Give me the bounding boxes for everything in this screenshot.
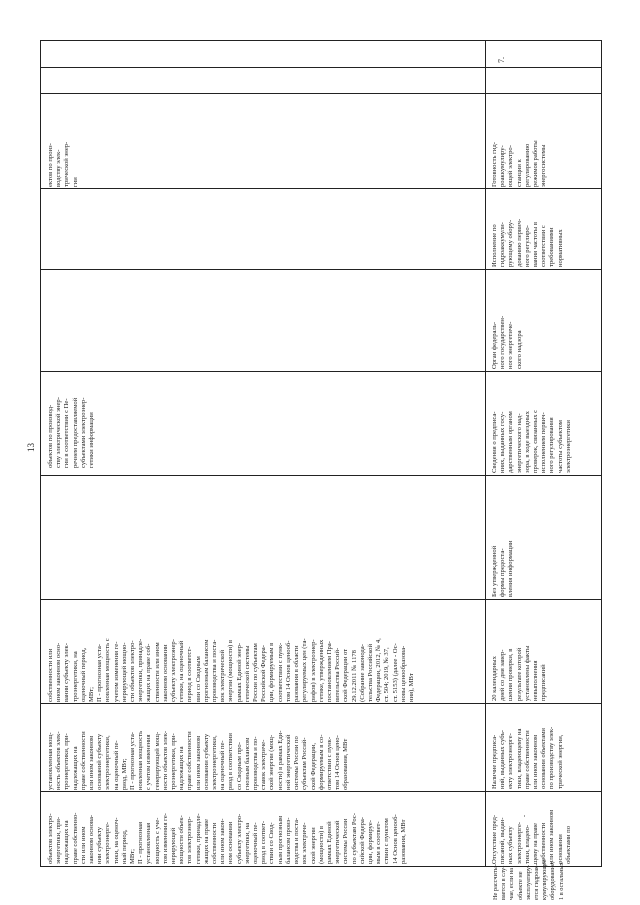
lower-cell-h: Наличие предписа- ний, выданных субъ- екту электроэнерге- тики, владеющему на праве собственности или ином законном основании объектами по производству элек- трической энергии, — [491, 726, 564, 789]
lower-cell-c: Исполнение по гидроаккумули- рующему обору- дованию первич- ного регулиро- вания частоты в соответствии с требованиями нормативных — [491, 218, 564, 267]
upper-cell-i: установленная мощ- ность объектов элек- троэнергетики, при- надлежащих на праве собственности или ином законном оснований субъекту электроэнергетики, на оценочный пе- риод, МВт; П - прогнозная уста- новленная мощность с учетом изменения генерирующей мощ- ности объектов элек- троэнергетики, при- надлежащих на праве собственности или ином законном основании субъекту электроэнергетики, на оценочный пе- риод в соответствии со Сводным про- гнозным балансом производства и по- ставок электриче- ской энергии (мощ- ности) в рамках Еди- ной энергетической системы России по субъектам Россий- ской Федерации, формируемым в со- ответствии с пунк- том 14 Основ цено- образования, МВт — [47, 730, 350, 790]
lower-cell-e: Сведения о предписа- ниях, выданных госу- дарственным органом энергетического над- зора, в ходе выездных проверок, связанных с исполнением первич- ного регулирования частоты субъектом электроэнергетики — [491, 409, 572, 473]
lower-cell-b: Готовность гид- роаккумулиру- ющей электро- станции к регулированию режимов работы энергосистемы — [491, 140, 548, 187]
lower-cell-d: Орган федераль- ного государствен- ного энергетиче- ского надзора — [491, 315, 523, 369]
row-divider — [485, 41, 486, 866]
row-number: 7. — [497, 57, 506, 63]
lower-cell-k: Не рассчиты- вается в слу- чае, если на объекте не эксплуатиру- ется гидроак- кумулирующее оборудование; 1 в остальных — [492, 859, 565, 900]
lower-cell-f: Без утвержденной формы предоста- вления информации — [491, 540, 515, 597]
page-number: 13 — [26, 443, 36, 452]
lower-cell-j: Отсутствие пред- писаний, выдан- ных субъекту электроэнерге- тики, владею- щему на праве собственности или ином законном основании объектами по — [491, 809, 572, 864]
table-sheet — [40, 40, 602, 867]
upper-cell-j: объектов электро- энергетики, при- надлежащих на праве собственно- сти или ином законном основа- нии субъекту электроэнерге- тики, на оценоч- ный период, МВт; П - прогнозная установленная мощность с уче- том изменения ге- нерирующей мощности объек- тов электроэнер- гетики, принадле- жащих на праве собственности или ином закон- ном основании субъекту электро- энергетики, на оценочный пе- риод в соответ- ствии со Свод- ным прогнозным балансом произ- водства и поста- вок электриче- ской энергии (мощности) в рамках Единой энергетической системы России по субъектам Рос- сийской Федера- ции, формируе- мым в соответ- ствии с пунктом 14 Основ ценооб- разования, МВт — [47, 812, 407, 864]
upper-cell-h: собственности или ином законном осно- вании субъекту элек- троэнергетики, на оценочный период, МВт; П - прогнозная уста- новленная мощность с учетом изменения ге- нерирующей мощно- сти объектов электро- энергетики, принадле- жащих на праве соб- ственности или ином законном основании субъекту электроэнер- гетики, на оценочный период в соответст- вии со Сводным прогнозным балансом производства и поста- вок электрической энергии (мощности) в рамках Единой энер- гетической системы России по субъектам Российской Федера- ции, формируемым в соответствии с пунк- том 14 Основ ценооб- разования в области регулируемых цен (та- рифов) в электроэнер- гетике, утвержденных постановлением Пра- вительства Россий- ской Федерации от 29.12.2011 № 1178 (Собрание законода- тельства Российской Федерации, 2012, № 4, ст. 504; 2019, № 37, ст. 5153) (далее - Ос- новы ценообразова- ния), МВт — [47, 638, 415, 702]
upper-row — [41, 41, 485, 866]
lower-cell-g: 20 календарных дней со дня завер- шения проверки, в результате которой установлены факты невыполнения предписаний — [491, 645, 548, 701]
upper-cell-e: объектов по производ- ству электрической энер- гии в соответствии с Пе- речнем предоставляемой субъектами электроэнер- гетики информации — [47, 397, 96, 468]
lower-cell-i: - — [521, 814, 528, 818]
upper-cell-c: ектов по произ- водству элек- трической энер- гии — [47, 141, 79, 187]
